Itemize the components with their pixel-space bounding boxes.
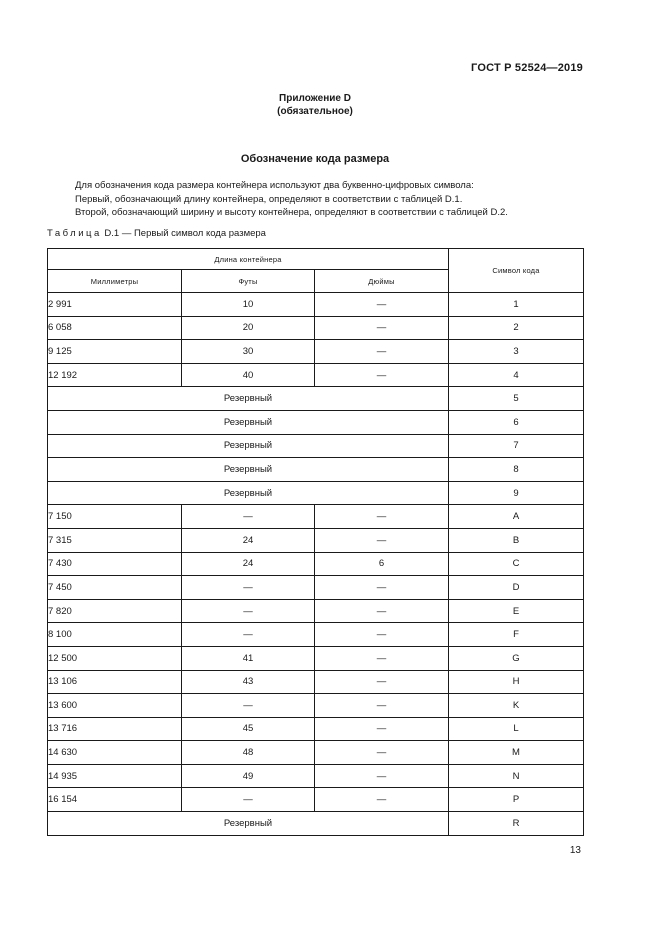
section-title: Обозначение кода размера xyxy=(240,153,390,165)
in-cell: — xyxy=(315,293,449,317)
code-cell: 2 xyxy=(449,316,584,340)
table-row xyxy=(48,434,584,458)
mm-cell: 12 500 xyxy=(48,646,182,670)
mm-cell: 13 106 xyxy=(48,670,182,694)
mm-cell: 16 154 xyxy=(48,788,182,812)
table-row xyxy=(48,694,584,718)
table-row xyxy=(48,812,584,836)
mm-cell: 7 315 xyxy=(48,528,182,552)
in-cell: — xyxy=(315,717,449,741)
table-row xyxy=(48,741,584,765)
annex-subtitle: (обязательное) xyxy=(277,106,353,117)
code-cell: 9 xyxy=(449,481,584,505)
intro-paragraph: Первый, обозначающий длину контейнера, определяют в соответствии с таблицей D.1. xyxy=(75,193,463,205)
in-cell: — xyxy=(315,599,449,623)
code-cell: K xyxy=(449,694,584,718)
in-cell: — xyxy=(315,576,449,600)
header-ft: Футы xyxy=(182,270,315,293)
intro-text xyxy=(75,179,595,220)
mm-cell: 14 630 xyxy=(48,741,182,765)
table-caption-text: D.1 — Первый символ кода размера xyxy=(104,228,266,239)
reserved-cell: Резервный xyxy=(48,387,449,411)
table-row xyxy=(48,646,584,670)
table-row xyxy=(48,340,584,364)
ft-cell: 10 xyxy=(182,293,315,317)
table-row xyxy=(48,717,584,741)
mm-cell: 2 991 xyxy=(48,293,182,317)
in-cell: — xyxy=(315,316,449,340)
code-cell: F xyxy=(449,623,584,647)
table-row xyxy=(48,528,584,552)
table-row xyxy=(48,599,584,623)
page-number: 13 xyxy=(569,845,581,856)
table-row xyxy=(48,293,584,317)
in-cell: — xyxy=(315,363,449,387)
code-cell: L xyxy=(449,717,584,741)
table-row xyxy=(48,788,584,812)
reserved-cell: Резервный xyxy=(48,434,449,458)
ft-cell: — xyxy=(182,599,315,623)
code-table xyxy=(47,248,584,836)
ft-cell: — xyxy=(182,694,315,718)
code-cell: 8 xyxy=(449,458,584,482)
table-row xyxy=(48,576,584,600)
table-row xyxy=(48,670,584,694)
intro-paragraph: Второй, обозначающий ширину и высоту контейнера, определяют в соответствии с таблицей D.2. xyxy=(75,207,508,218)
ft-cell: 20 xyxy=(182,316,315,340)
table-body xyxy=(48,293,584,836)
code-cell: R xyxy=(449,812,584,836)
standard-number: ГОСТ Р 52524—2019 xyxy=(471,62,583,74)
table-row xyxy=(48,458,584,482)
table-row xyxy=(48,410,584,434)
in-cell: 6 xyxy=(315,552,449,576)
mm-cell: 14 935 xyxy=(48,764,182,788)
code-cell: N xyxy=(449,764,584,788)
code-cell: D xyxy=(449,576,584,600)
intro-paragraph: Для обозначения кода размера контейнера используют два буквенно-цифровых символа: xyxy=(75,180,474,191)
code-cell: 7 xyxy=(449,434,584,458)
ft-cell: 48 xyxy=(182,741,315,765)
in-cell: — xyxy=(315,623,449,647)
mm-cell: 13 716 xyxy=(48,717,182,741)
in-cell: — xyxy=(315,694,449,718)
code-cell: M xyxy=(449,741,584,765)
code-cell: E xyxy=(449,599,584,623)
table-row xyxy=(48,316,584,340)
mm-cell: 7 150 xyxy=(48,505,182,529)
ft-cell: 30 xyxy=(182,340,315,364)
mm-cell: 7 450 xyxy=(48,576,182,600)
header-in: Дюймы xyxy=(315,270,449,293)
table-row xyxy=(48,481,584,505)
header-length-group: Длина контейнера xyxy=(48,249,449,270)
ft-cell: 40 xyxy=(182,363,315,387)
mm-cell: 7 430 xyxy=(48,552,182,576)
in-cell: — xyxy=(315,646,449,670)
ft-cell: — xyxy=(182,623,315,647)
ft-cell: 43 xyxy=(182,670,315,694)
mm-cell: 13 600 xyxy=(48,694,182,718)
reserved-cell: Резервный xyxy=(48,812,449,836)
annex-title: Приложение D xyxy=(279,93,351,104)
in-cell: — xyxy=(315,505,449,529)
mm-cell: 8 100 xyxy=(48,623,182,647)
mm-cell: 6 058 xyxy=(48,316,182,340)
ft-cell: 49 xyxy=(182,764,315,788)
reserved-cell: Резервный xyxy=(48,410,449,434)
mm-cell: 9 125 xyxy=(48,340,182,364)
ft-cell: — xyxy=(182,576,315,600)
in-cell: — xyxy=(315,340,449,364)
ft-cell: — xyxy=(182,788,315,812)
in-cell: — xyxy=(315,741,449,765)
code-cell: C xyxy=(449,552,584,576)
table-row xyxy=(48,387,584,411)
ft-cell: — xyxy=(182,505,315,529)
code-cell: H xyxy=(449,670,584,694)
mm-cell: 12 192 xyxy=(48,363,182,387)
table-row xyxy=(48,363,584,387)
code-cell: G xyxy=(449,646,584,670)
code-cell: 5 xyxy=(449,387,584,411)
ft-cell: 24 xyxy=(182,552,315,576)
code-cell: A xyxy=(449,505,584,529)
header-mm: Миллиметры xyxy=(48,270,182,293)
code-cell: P xyxy=(449,788,584,812)
table-caption-prefix: Таблица xyxy=(47,228,102,239)
code-cell: 4 xyxy=(449,363,584,387)
header-symbol: Символ кода xyxy=(449,249,584,293)
code-cell: 1 xyxy=(449,293,584,317)
ft-cell: 24 xyxy=(182,528,315,552)
ft-cell: 41 xyxy=(182,646,315,670)
mm-cell: 7 820 xyxy=(48,599,182,623)
ft-cell: 45 xyxy=(182,717,315,741)
table-caption xyxy=(47,228,266,239)
code-cell: B xyxy=(449,528,584,552)
table-row xyxy=(48,623,584,647)
code-cell: 6 xyxy=(449,410,584,434)
code-cell: 3 xyxy=(449,340,584,364)
annex-heading xyxy=(0,92,630,118)
in-cell: — xyxy=(315,528,449,552)
table-row xyxy=(48,764,584,788)
table-row xyxy=(48,505,584,529)
in-cell: — xyxy=(315,764,449,788)
reserved-cell: Резервный xyxy=(48,458,449,482)
table-row xyxy=(48,552,584,576)
in-cell: — xyxy=(315,670,449,694)
reserved-cell: Резервный xyxy=(48,481,449,505)
in-cell: — xyxy=(315,788,449,812)
